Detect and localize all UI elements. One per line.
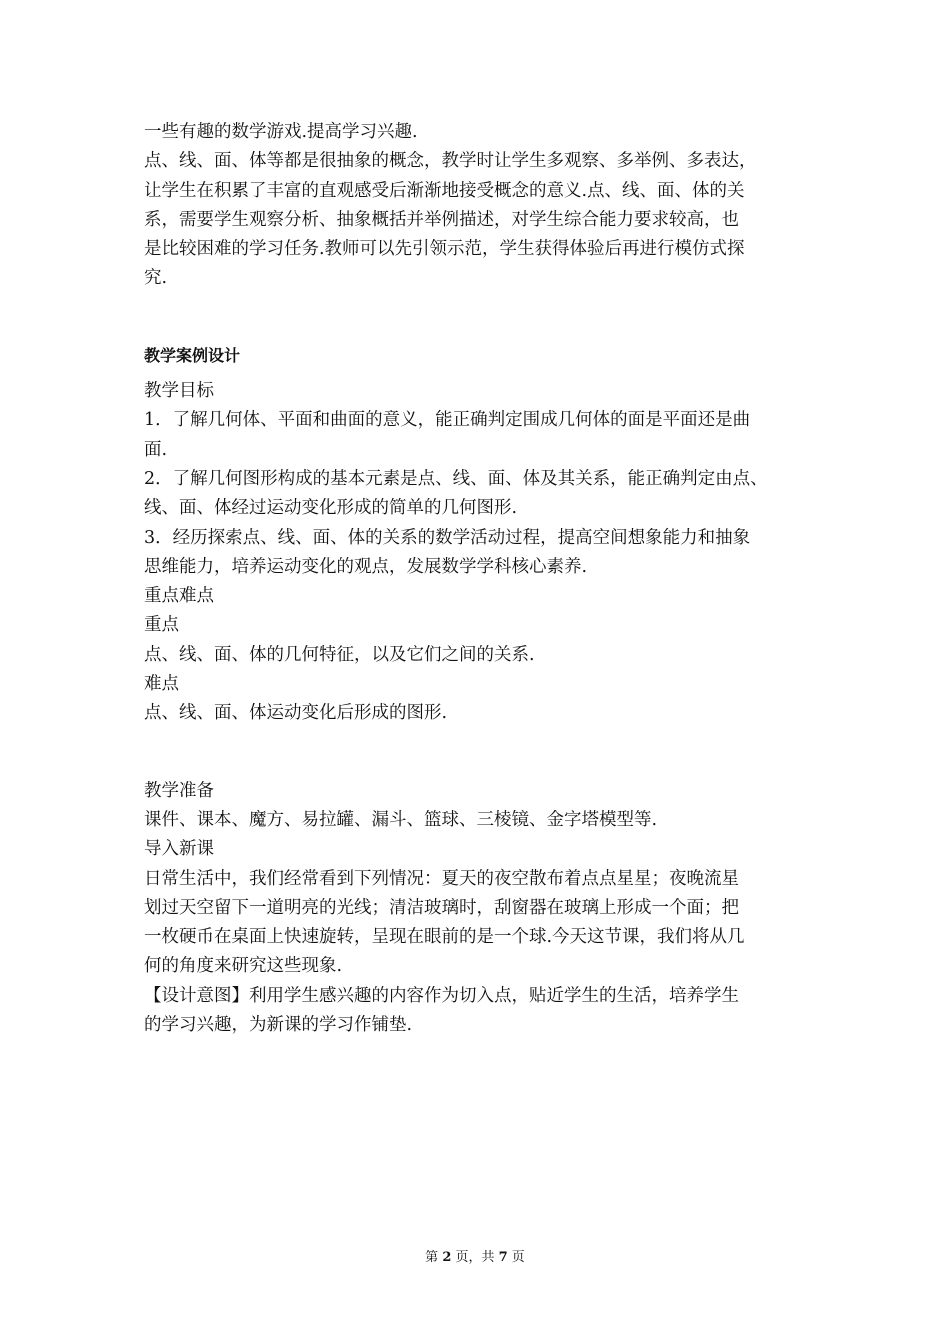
text-line: 的学习兴趣，为新课的学习作铺垫.: [144, 1015, 413, 1036]
page-footer: [0, 1246, 950, 1265]
preparation-block: [144, 777, 824, 1041]
text-line: 2．了解几何图形构成的基本元素是点、线、面、体及其关系，能正确判定由点、: [144, 468, 768, 489]
text-line: 划过天空留下一道明亮的光线；清洁玻璃时，刮窗器在玻璃上形成一个面；把: [144, 897, 739, 918]
text-line: 导入新课: [144, 839, 214, 860]
text-line: 1．了解几何体、平面和曲面的意义，能正确判定围成几何体的面是平面还是曲: [144, 410, 751, 431]
text-line: 日常生活中，我们经常看到下列情况：夏天的夜空散布着点点星星；夜晚流星: [144, 868, 739, 889]
text-line: 重点难点: [144, 586, 214, 607]
text-line: 是比较困难的学习任务.教师可以先引领示范，学生获得体验后再进行模仿式探: [144, 239, 745, 260]
text-line: 思维能力，培养运动变化的观点，发展数学学科核心素养.: [144, 556, 588, 577]
text-line: 点、线、面、体的几何特征，以及它们之间的关系.: [144, 644, 535, 665]
spacer: [144, 294, 824, 341]
spacer: [144, 729, 824, 777]
footer-prefix: 第: [425, 1250, 443, 1265]
footer-total-pages: 7: [498, 1250, 508, 1265]
section-title: 教学案例设计: [144, 345, 241, 365]
text-line: 系，需要学生观察分析、抽象概括并举例描述，对学生综合能力要求较高，也: [144, 209, 739, 230]
text-line: 教学目标: [144, 381, 214, 402]
document-page: [144, 118, 824, 1040]
objectives-block: [144, 377, 824, 729]
footer-middle: 页，共: [451, 1250, 499, 1265]
intro-block: [144, 118, 824, 294]
footer-suffix: 页: [507, 1250, 525, 1265]
text-line: 重点: [144, 615, 179, 636]
text-line: 一些有趣的数学游戏.提高学习兴趣.: [144, 122, 418, 142]
text-line: 究.: [144, 268, 168, 289]
text-line: 难点: [144, 674, 179, 695]
text-line: 【设计意图】利用学生感兴趣的内容作为切入点，贴近学生的生活，培养学生: [144, 985, 739, 1006]
text-line: 课件、课本、魔方、易拉罐、漏斗、篮球、三棱镜、金字塔模型等.: [144, 809, 658, 830]
text-line: 线、面、体经过运动变化形成的简单的几何图形.: [144, 498, 518, 519]
spacer: [144, 370, 824, 377]
text-line: 何的角度来研究这些现象.: [144, 956, 343, 977]
text-line: 一枚硬币在桌面上快速旋转，呈现在眼前的是一个球.今天这节课，我们将从几: [144, 927, 745, 948]
text-line: 3．经历探索点、线、面、体的关系的数学活动过程，提高空间想象能力和抽象: [144, 527, 751, 548]
text-line: 让学生在积累了丰富的直观感受后渐渐地接受概念的意义.点、线、面、体的关: [144, 180, 745, 201]
text-line: 点、线、面、体等都是很抽象的概念，教学时让学生多观察、多举例、多表达，: [144, 151, 757, 172]
footer-page-number: 2: [442, 1250, 452, 1265]
text-line: 面.: [144, 439, 168, 460]
text-line: 点、线、面、体运动变化后形成的图形.: [144, 703, 448, 724]
text-line: 教学准备: [144, 780, 214, 801]
